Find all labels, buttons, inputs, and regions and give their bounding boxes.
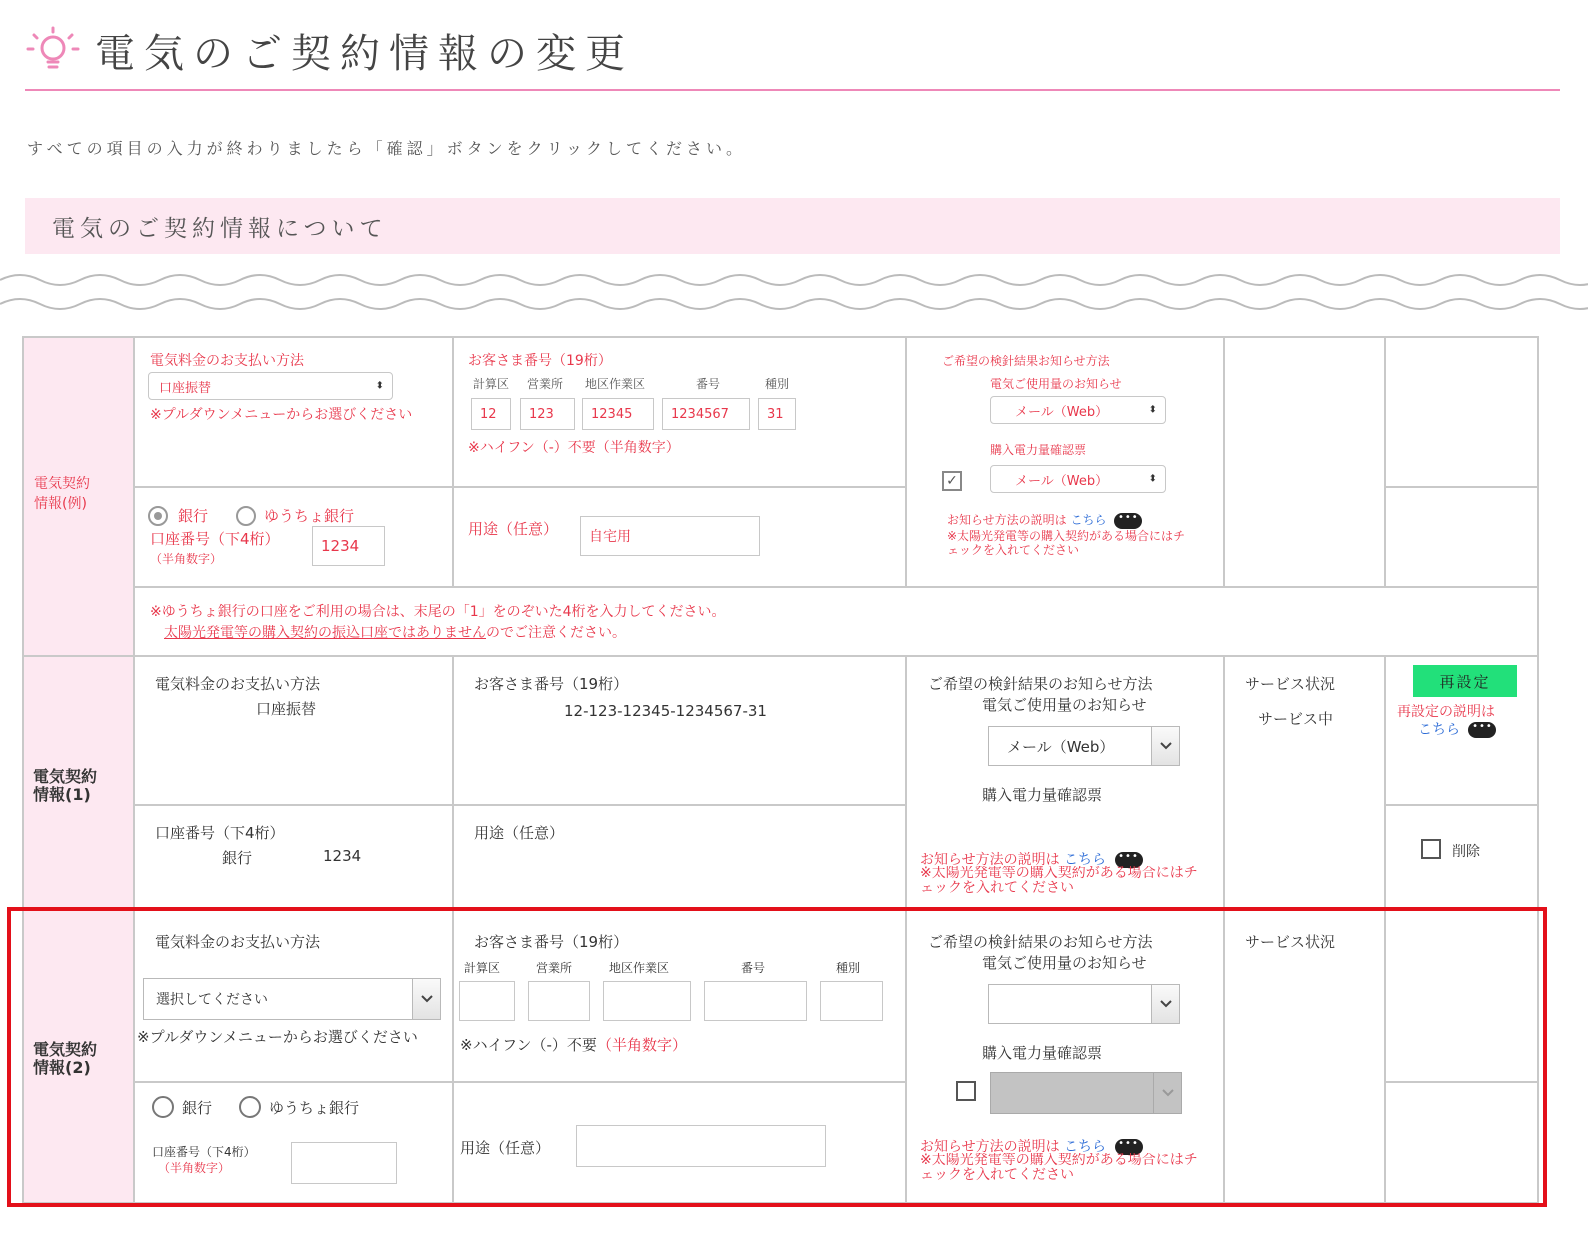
speech-bubble-icon [1114, 513, 1142, 529]
ex-notify-title: ご希望の検針結果お知らせ方法 [942, 354, 1110, 368]
ex-account-sub: （半角数字） [150, 552, 223, 566]
c1-notify-title: ご希望の検針結果のお知らせ方法 [928, 675, 1153, 693]
ex-seg-input-2[interactable]: 123 [520, 398, 575, 430]
c2-seg-label-1: 計算区 [464, 961, 501, 975]
c1-usage-notice-label: 電気ご使用量のお知らせ [982, 696, 1147, 714]
c1-payment-label: 電気料金のお支払い方法 [155, 675, 321, 693]
ex-hyphen-note: ※ハイフン（-）不要（半角数字） [468, 440, 680, 456]
ex-seg-input-5[interactable]: 31 [758, 398, 796, 430]
chevron-down-icon [412, 979, 440, 1019]
c1-payment-value: 口座振替 [256, 700, 317, 718]
c2-postal-radio[interactable] [239, 1096, 261, 1118]
ex-account-label: 口座番号（下4桁） [150, 530, 280, 548]
ex-seg-input-4[interactable]: 1234567 [662, 398, 750, 430]
c1-account-value: 1234 [323, 847, 362, 865]
c2-customer-number-label: お客さま番号（19桁） [474, 933, 629, 951]
ex-seg-input-1[interactable]: 12 [471, 398, 511, 430]
ex-usage-label: 用途（任意） [468, 520, 559, 538]
select-arrows-icon: ⬍ [1148, 473, 1157, 485]
ex-payment-note: ※プルダウンメニューからお選びください [150, 407, 413, 423]
c1-usage-notice-select[interactable]: メール（Web） [988, 726, 1180, 766]
c2-account-label: 口座番号（下4桁） [152, 1145, 256, 1159]
c1-delete-checkbox[interactable] [1421, 839, 1441, 859]
c2-notify-explain: お知らせ方法の説明は こちら ••• [920, 1136, 1143, 1156]
c2-purchase-checkbox[interactable] [956, 1081, 976, 1101]
ex-seg-label-3: 地区作業区 [585, 377, 646, 391]
ex-postal-label: ゆうちょ銀行 [264, 507, 355, 525]
ex-seg-label-4: 番号 [696, 377, 721, 391]
c2-purchase-label: 購入電力量確認票 [982, 1044, 1103, 1062]
ex-bank-radio[interactable] [148, 506, 168, 526]
ex-usage-input[interactable]: 自宅用 [580, 516, 760, 556]
c1-reset-link[interactable]: こちら [1418, 722, 1460, 738]
c2-notify-title: ご希望の検針結果のお知らせ方法 [928, 933, 1153, 951]
ex-seg-label-5: 種別 [765, 377, 790, 391]
speech-bubble-icon [1468, 722, 1496, 738]
row-label-contract2: 電気契約 情報(2) [33, 1040, 98, 1077]
c2-seg-input-5[interactable] [820, 981, 883, 1021]
c1-solar-note: ※太陽光発電等の購入契約がある場合にはチェックを入れてください [920, 866, 1198, 896]
c2-usage-label: 用途（任意） [460, 1139, 551, 1157]
c1-purchase-label: 購入電力量確認票 [982, 786, 1103, 804]
c2-account-sub: （半角数字） [158, 1161, 231, 1175]
row-label-example: 電気契約 情報(例) [34, 476, 90, 512]
c1-service-label: サービス状況 [1245, 675, 1336, 693]
ex-solar-note: ※太陽光発電等の購入契約がある場合にはチェックを入れてください [947, 529, 1186, 557]
c1-service-value: サービス中 [1258, 710, 1334, 728]
c1-customer-number-value: 12-123-12345-1234567-31 [564, 702, 767, 720]
c1-notify-explain-link[interactable]: こちら [1064, 852, 1107, 868]
ex-purchase-label: 購入電力量確認票 [990, 443, 1087, 457]
c1-reset-link-wrap [1418, 719, 1496, 739]
c2-seg-label-4: 番号 [741, 961, 766, 975]
c2-postal-label: ゆうちょ銀行 [269, 1099, 360, 1117]
ex-customer-number-label: お客さま番号（19桁） [468, 353, 612, 369]
ex-account-input[interactable]: 1234 [312, 526, 385, 566]
ex-seg-label-2: 営業所 [527, 377, 564, 391]
c2-seg-label-3: 地区作業区 [609, 961, 670, 975]
c1-bank-value: 銀行 [222, 849, 253, 867]
c1-notify-explain: お知らせ方法の説明は こちら ••• [920, 849, 1143, 869]
select-arrows-icon: ⬍ [375, 380, 384, 392]
c2-seg-label-2: 営業所 [536, 961, 573, 975]
wave-divider [0, 268, 1588, 318]
ex-postal-note2: 太陽光発電等の購入契約の振込口座ではありませんのでご注意ください。 [164, 625, 626, 641]
c2-seg-input-4[interactable] [704, 981, 807, 1021]
c1-delete-label: 削除 [1452, 844, 1480, 860]
c2-solar-note: ※太陽光発電等の購入契約がある場合にはチェックを入れてください [920, 1153, 1198, 1183]
title-divider [25, 89, 1560, 91]
c2-payment-select[interactable]: 選択してください [143, 978, 441, 1020]
c2-seg-input-3[interactable] [603, 981, 691, 1021]
lightbulb-icon [26, 26, 80, 74]
c2-seg-input-2[interactable] [528, 981, 590, 1021]
ex-seg-label-1: 計算区 [473, 377, 510, 391]
ex-usage-notice-select[interactable]: メール（Web） ⬍ [990, 396, 1166, 424]
ex-notify-explain-link[interactable]: こちら [1070, 513, 1107, 527]
c2-service-label: サービス状況 [1245, 933, 1336, 951]
reset-button[interactable]: 再設定 [1413, 665, 1517, 697]
chevron-down-icon [1151, 985, 1179, 1023]
chevron-down-icon [1151, 727, 1179, 765]
ex-payment-label: 電気料金のお支払い方法 [150, 353, 304, 369]
c1-account-label: 口座番号（下4桁） [155, 824, 285, 842]
c2-bank-label: 銀行 [182, 1099, 213, 1117]
ex-payment-select[interactable]: 口座振替 ⬍ [148, 372, 393, 400]
chevron-down-icon [1153, 1073, 1181, 1113]
ex-seg-input-3[interactable]: 12345 [582, 398, 654, 430]
c2-usage-notice-select[interactable] [988, 984, 1180, 1024]
row-label-contract1: 電気契約 情報(1) [33, 767, 98, 804]
c1-usage-label: 用途（任意） [474, 824, 565, 842]
page-title: 電気のご契約情報の変更 [95, 31, 634, 77]
ex-postal-note: ※ゆうちょ銀行の口座をご利用の場合は、末尾の「1」をのぞいた4桁を入力してください。 [150, 604, 726, 620]
c2-payment-note: ※プルダウンメニューからお選びください [137, 1028, 418, 1046]
c2-usage-notice-label: 電気ご使用量のお知らせ [982, 954, 1147, 972]
c2-payment-label: 電気料金のお支払い方法 [155, 933, 321, 951]
ex-bank-label: 銀行 [178, 507, 209, 525]
ex-postal-radio[interactable] [236, 506, 256, 526]
c2-account-input[interactable] [291, 1142, 397, 1184]
c2-purchase-select-disabled [990, 1072, 1182, 1114]
c2-seg-label-5: 種別 [836, 961, 861, 975]
c1-reset-explain: 再設定の説明は [1397, 704, 1495, 720]
c2-usage-input[interactable] [576, 1125, 826, 1167]
c2-bank-radio[interactable] [152, 1096, 174, 1118]
ex-purchase-checkbox[interactable]: ✓ [942, 471, 962, 491]
ex-notify-explain: お知らせ方法の説明は こちら ••• [947, 511, 1142, 529]
ex-purchase-select[interactable]: メール（Web） ⬍ [990, 465, 1166, 493]
select-arrows-icon: ⬍ [1148, 404, 1157, 416]
c2-seg-input-1[interactable] [459, 981, 515, 1021]
c2-hyphen-note: ※ハイフン（-）不要（半角数字） [460, 1036, 687, 1054]
c2-notify-explain-link[interactable]: こちら [1064, 1139, 1107, 1155]
section-heading: 電気のご契約情報について [52, 216, 388, 242]
instruction-text: すべての項目の入力が終わりましたら「確認」ボタンをクリックしてください。 [27, 139, 747, 158]
ex-usage-notice-label: 電気ご使用量のお知らせ [990, 377, 1122, 391]
c1-customer-number-label: お客さま番号（19桁） [474, 675, 629, 693]
